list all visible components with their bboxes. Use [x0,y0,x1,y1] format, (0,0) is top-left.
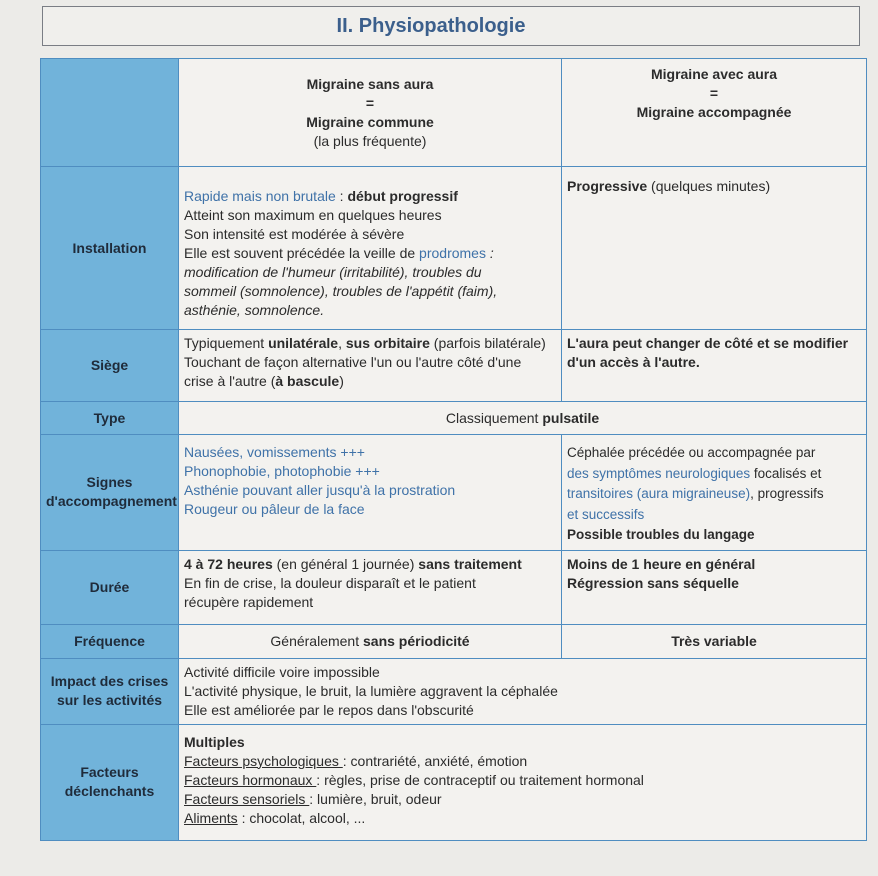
row-siege [41,330,867,402]
impact-value: Activité difficile voire impossible L'activité physique, le bruit, la lumière aggravent la céphalée Elle est améliorée par le repos dans l'obscurité [179,658,867,724]
installation-line-3: Son intensité est modérée à sévère [184,226,405,242]
row-signes [41,435,867,551]
row-label-installation: Installation [41,167,179,330]
row-label-type: Type [41,402,179,435]
row-frequence [41,624,867,658]
header-corner [41,59,179,167]
row-label-signes: Signes d'accompagnement [41,435,179,551]
signes-sans-aura: Nausées, vomissements +++ Phonophobie, photophobie +++ Asthénie pouvant aller jusqu'à la prostration Rougeur ou pâleur de la face [179,435,562,551]
row-facteurs [41,724,867,840]
header-sans-aura-eq: = [365,94,375,111]
row-label-impact: Impact des crises sur les activités [41,658,179,724]
frequence-sans-aura: Généralement sans périodicité [179,624,562,658]
frequence-avec-aura: Très variable [562,624,867,658]
duree-sans-aura: 4 à 72 heures (en général 1 journée) sans traitement En fin de crise, la douleur disparaît et le patient récupère rapidement [179,550,562,624]
siege-line-2: Touchant de façon alternative l'un ou l'autre côté d'une [184,354,522,370]
title-box [42,6,860,46]
row-impact [41,658,867,724]
siege-line-3: crise à l'autre (à bascule) [184,373,344,389]
siege-sans-aura [179,330,562,402]
row-label-duree: Durée [41,550,179,624]
signes-avec-aura: Céphalée précédée ou accompagnée par des symptômes neurologiques focalisés et transitoires (aura migraineuse), progressifs et successifs Possible troubles du langage [562,435,867,551]
page-title: II. Physiopathologie [336,14,526,37]
siege-line-1: Typiquement unilatérale, sus orbitaire (parfois bilatérale) [184,335,546,351]
duree-avec-aura: Moins de 1 heure en général Régression sans séquelle [562,550,867,624]
facteurs-value: Multiples Facteurs psychologiques : contrariété, anxiété, émotion Facteurs hormonaux : règles, prise de contraceptif ou traitement hormonal Facteurs sensoriels : lumière, bruit, odeur Aliments : chocolat, alcool, ... [179,724,867,840]
installation-line-4: Elle est souvent précédée la veille de prodromes : [184,245,494,261]
row-label-frequence: Fréquence [41,624,179,658]
row-installation [41,167,867,330]
table-header-row [41,59,867,167]
header-avec-aura [562,59,867,167]
siege-avec-aura: L'aura peut changer de côté et se modifier d'un accès à l'autre. [562,330,867,402]
installation-sans-aura [179,167,562,330]
header-avec-aura-alias: Migraine accompagnée [636,104,792,120]
installation-line-6: sommeil (somnolence), troubles de l'appétit (faim), [184,283,498,299]
physiopathology-table [40,58,867,841]
header-sans-aura [179,59,562,167]
installation-line-5: modification de l'humeur (irritabilité), troubles du [184,264,482,280]
installation-avec-aura: Progressive (quelques minutes) [562,167,867,330]
header-avec-aura-title: Migraine avec aura [650,66,778,82]
row-duree [41,550,867,624]
row-label-siege: Siège [41,330,179,402]
row-label-facteurs: Facteurs déclenchants [41,724,179,840]
row-type [41,402,867,435]
header-sans-aura-note: (la plus fréquente) [313,132,427,149]
installation-line-2: Atteint son maximum en quelques heures [184,207,442,223]
installation-line-7: asthénie, somnolence. [184,302,325,318]
installation-line-1: Rapide mais non brutale : début progressif [184,188,458,204]
header-sans-aura-alias: Migraine commune [306,113,434,130]
header-avec-aura-eq: = [709,85,719,101]
header-sans-aura-title: Migraine sans aura [306,75,434,92]
type-value: Classiquement pulsatile [179,402,867,435]
